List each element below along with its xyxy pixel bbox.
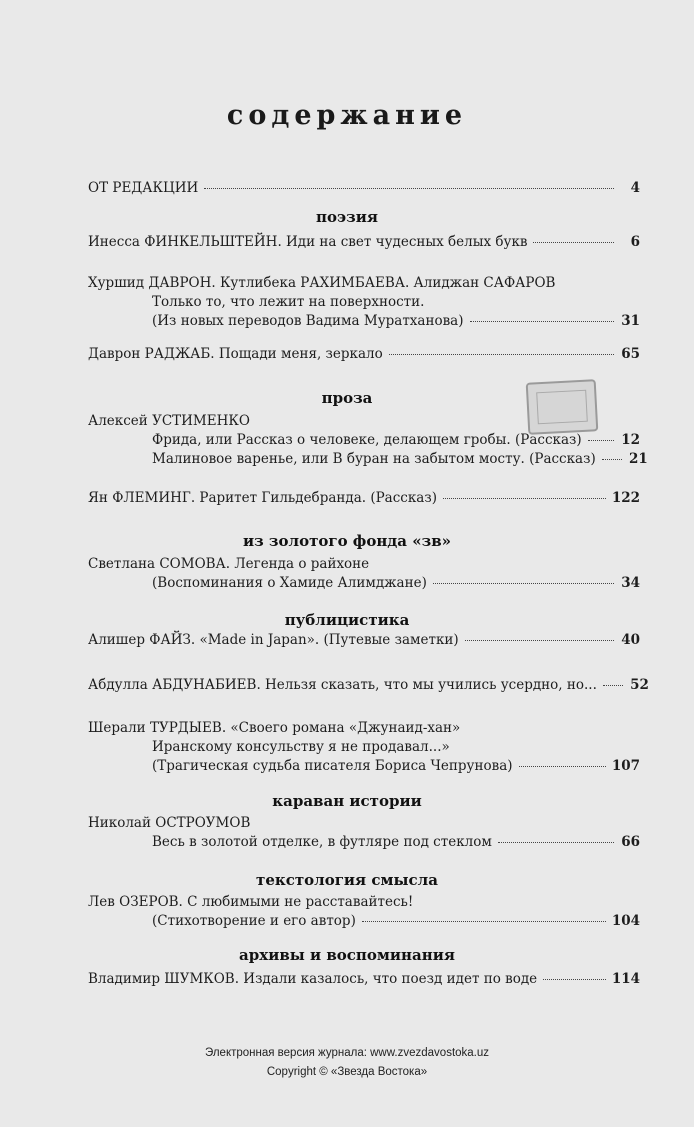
section-heading: публицистика bbox=[284, 611, 410, 629]
footer-copyright: Copyright © «Звезда Востока» bbox=[266, 1066, 428, 1078]
toc-text: Лев ОЗЕРОВ. С любимыми не расставайтесь! bbox=[88, 894, 414, 910]
dot-leader bbox=[602, 459, 622, 460]
toc-text: Весь в золотой отделке, в футляре под стеклом bbox=[152, 834, 492, 850]
toc-text: (Воспоминания о Хамиде Алимджане) bbox=[152, 575, 427, 591]
toc-line bbox=[88, 179, 640, 198]
toc-entry bbox=[88, 179, 640, 198]
toc-line bbox=[88, 450, 648, 469]
toc-text: Даврон РАДЖАБ. Пощади меня, зеркало bbox=[88, 346, 383, 362]
toc-text: Малиновое варенье, или В буран на забытом мосту. (Рассказ) bbox=[152, 451, 596, 467]
page-number: 122 bbox=[611, 490, 640, 506]
toc-text: Светлана СОМОВА. Легенда о райхоне bbox=[88, 556, 370, 572]
dot-leader bbox=[362, 921, 606, 922]
toc-entry bbox=[88, 345, 640, 364]
toc-text: Иранскому консульству я не продавал...» bbox=[152, 739, 450, 755]
toc-text: Шерали ТУРДЫЕВ. «Своего романа «Джунаид-хан» bbox=[88, 720, 461, 736]
toc-line bbox=[88, 676, 649, 695]
page-number: 107 bbox=[611, 758, 640, 774]
dot-leader bbox=[533, 242, 614, 243]
toc-text: Инесса ФИНКЕЛЬШТЕЙН. Иди на свет чудесных белых букв bbox=[88, 234, 528, 250]
page-number: 52 bbox=[630, 677, 649, 693]
toc-entry bbox=[88, 814, 640, 852]
toc-text: Ян ФЛЕМИНГ. Раритет Гильдебранда. (Рассказ) bbox=[88, 490, 437, 506]
section-heading: из золотого фонда «зв» bbox=[243, 532, 451, 550]
toc-line bbox=[88, 814, 640, 833]
page-number: 6 bbox=[630, 234, 640, 250]
dot-leader bbox=[389, 354, 614, 355]
toc-line bbox=[88, 574, 640, 593]
dot-leader bbox=[433, 583, 614, 584]
toc-line bbox=[88, 970, 640, 989]
toc-entry bbox=[88, 893, 640, 931]
toc-text: (Из новых переводов Вадима Муратханова) bbox=[152, 313, 464, 329]
toc-entry bbox=[88, 631, 640, 650]
toc-line bbox=[88, 412, 640, 431]
toc-line bbox=[88, 757, 640, 776]
toc-line bbox=[88, 555, 640, 574]
page-number: 12 bbox=[621, 432, 640, 448]
toc-text: Николай ОСТРОУМОВ bbox=[88, 815, 251, 831]
page-number: 4 bbox=[630, 180, 640, 196]
section-heading: поэзия bbox=[316, 208, 378, 226]
page-number: 66 bbox=[621, 834, 640, 850]
toc-text: ОТ РЕДАКЦИИ bbox=[88, 180, 199, 196]
page-number: 21 bbox=[628, 451, 648, 467]
toc-entry bbox=[88, 274, 640, 331]
dot-leader bbox=[465, 640, 614, 641]
section-heading: проза bbox=[321, 389, 373, 407]
toc-line bbox=[88, 893, 640, 912]
dot-leader bbox=[470, 321, 615, 322]
toc-text: (Трагическая судьба писателя Бориса Чепрунова) bbox=[152, 758, 513, 774]
toc-line bbox=[88, 631, 640, 650]
toc-line bbox=[88, 345, 640, 364]
toc-text: (Стихотворение и его автор) bbox=[152, 913, 356, 929]
toc-line bbox=[88, 293, 640, 312]
toc-entry bbox=[88, 970, 640, 989]
toc-text: Хуршид ДАВРОН. Кутлибека РАХИМБАЕВА. Алиджан САФАРОВ bbox=[88, 275, 556, 291]
dot-leader bbox=[204, 188, 614, 189]
toc-text: Алексей УСТИМЕНКО bbox=[88, 413, 250, 429]
toc-line bbox=[88, 312, 640, 331]
toc-text: Абдулла АБДУНАБИЕВ. Нельзя сказать, что мы учились усердно, но... bbox=[88, 677, 597, 693]
toc-line bbox=[88, 738, 640, 757]
page-number: 65 bbox=[621, 346, 640, 362]
toc-entry bbox=[88, 676, 649, 695]
toc-line bbox=[88, 431, 640, 450]
toc-entry bbox=[88, 489, 640, 508]
toc-text: Только то, что лежит на поверхности. bbox=[152, 294, 425, 310]
dot-leader bbox=[588, 440, 614, 441]
section-heading: текстология смысла bbox=[256, 871, 438, 889]
page-number: 114 bbox=[611, 971, 640, 987]
dot-leader bbox=[543, 979, 606, 980]
toc-line bbox=[88, 489, 640, 508]
page-title: содержание bbox=[226, 100, 468, 131]
dot-leader bbox=[443, 498, 606, 499]
page-number: 40 bbox=[621, 632, 640, 648]
toc-line bbox=[88, 833, 640, 852]
section-heading: караван истории bbox=[272, 792, 422, 810]
toc-line bbox=[88, 719, 640, 738]
page-number: 31 bbox=[621, 313, 640, 329]
dot-leader bbox=[519, 766, 606, 767]
toc-line bbox=[88, 274, 640, 293]
toc-text: Фрида, или Рассказ о человеке, делающем гробы. (Рассказ) bbox=[152, 432, 582, 448]
toc-text: Алишер ФАЙЗ. «Made in Japan». (Путевые заметки) bbox=[88, 632, 459, 648]
page-number: 104 bbox=[611, 913, 640, 929]
toc-entry bbox=[88, 412, 648, 469]
page-number: 34 bbox=[621, 575, 640, 591]
toc-entry bbox=[88, 719, 640, 776]
toc-entry bbox=[88, 555, 640, 593]
section-heading: архивы и воспоминания bbox=[239, 946, 455, 964]
toc-entry bbox=[88, 233, 640, 252]
dot-leader bbox=[498, 842, 614, 843]
toc-text: Владимир ШУМКОВ. Издали казалось, что поезд идет по воде bbox=[88, 971, 538, 987]
dot-leader bbox=[603, 685, 623, 686]
toc-line bbox=[88, 233, 640, 252]
toc-line bbox=[88, 912, 640, 931]
footer-url-line: Электронная версия журнала: www.zvezdavostoka.uz bbox=[204, 1047, 490, 1059]
